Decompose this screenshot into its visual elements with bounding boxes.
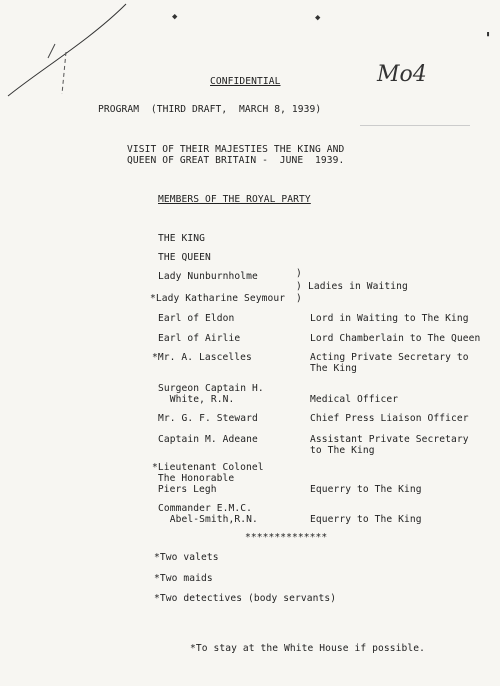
member-name: Surgeon Captain H. White, R.N. (158, 383, 264, 405)
bracket: ) (296, 293, 302, 304)
member-role: Lord Chamberlain to The Queen (310, 333, 481, 344)
asterisk-separator: ************** (245, 532, 328, 543)
member-role: Equerry to The King (310, 484, 422, 495)
member-role: Acting Private Secretary to The King (310, 352, 469, 374)
punch-mark-left: ◆ (172, 12, 178, 22)
servant-item: *Two maids (154, 573, 213, 584)
member-name: Earl of Eldon (158, 313, 235, 324)
footnote: *To stay at the White House if possible. (190, 643, 426, 654)
member-name: Commander E.M.C. Abel-Smith,R.N. (158, 503, 258, 525)
visit-line-2: QUEEN OF GREAT BRITAIN - JUNE 1939. (127, 155, 345, 166)
section-title: MEMBERS OF THE ROYAL PARTY (158, 194, 311, 205)
member-name: *Lady Katharine Seymour (150, 293, 286, 304)
bracket: ) (296, 268, 302, 279)
member-name: THE KING (158, 233, 206, 244)
pencil-stroke (8, 4, 126, 96)
member-role: Assistant Private Secretary to The King (310, 434, 469, 456)
visit-line-1: VISIT OF THEIR MAJESTIES THE KING AND (127, 144, 345, 155)
member-role: Lord in Waiting to The King (310, 313, 469, 324)
corner-pencil-marks (0, 0, 500, 120)
member-name: THE QUEEN (158, 252, 211, 263)
program-line: PROGRAM (THIRD DRAFT, MARCH 8, 1939) (98, 104, 322, 115)
heading-confidential: CONFIDENTIAL (210, 76, 281, 87)
pencil-stroke-2 (62, 52, 66, 94)
member-name: *Mr. A. Lascelles (152, 352, 252, 363)
servant-item: *Two valets (154, 552, 219, 563)
punch-mark-right: ◆ (315, 13, 321, 23)
member-name: Mr. G. F. Steward (158, 413, 258, 424)
member-role: Chief Press Liaison Officer (310, 413, 469, 424)
faint-rule (360, 125, 470, 126)
member-name: Lady Nunburnholme (158, 271, 258, 282)
member-role: Ladies in Waiting (308, 281, 408, 292)
punch-mark-corner: ▮ (486, 30, 491, 38)
bracket: ) (296, 281, 302, 292)
member-name: Captain M. Adeane (158, 434, 258, 445)
member-role: Equerry to The King (310, 514, 422, 525)
pencil-stroke-3 (48, 44, 55, 58)
member-name: Earl of Airlie (158, 333, 241, 344)
member-name: *Lieutenant Colonel The Honorable Piers Legh (152, 462, 264, 495)
servant-item: *Two detectives (body servants) (154, 593, 337, 604)
member-role: Medical Officer (310, 394, 399, 405)
handwritten-annotation: Mo4 (377, 62, 427, 87)
